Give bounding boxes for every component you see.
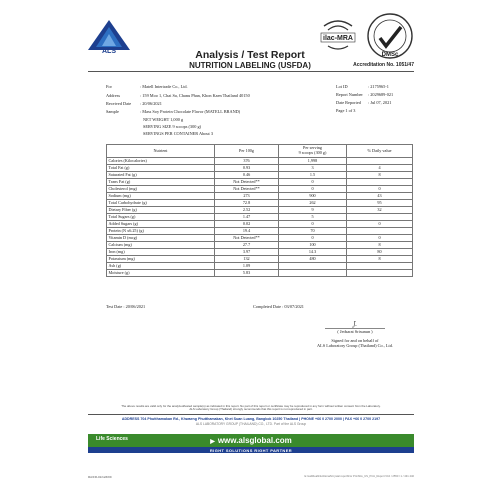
net-weight: NET WEIGHT 1,000 g xyxy=(143,117,184,122)
nutrient-name: Total Carbohydrate (g) xyxy=(107,200,215,207)
received-date-label: Received Date xyxy=(106,101,132,106)
lab-address: ADDRESS 704 Phutthamakan Rd., Khwaeng Phutthamakan, Khet Suan Luang, Bangkok 10250 Thailand | PHONE +66 0 2700 2000 | FAX +66 0 2700 2197 xyxy=(121,417,381,421)
per-100g-value: 2.52 xyxy=(215,207,279,214)
nutrient-name: Moisture (g) xyxy=(107,270,215,277)
per-serving-value: 9 xyxy=(279,207,347,214)
received-date-value: : 20/06/2021 xyxy=(140,101,162,106)
table-row xyxy=(107,228,413,235)
client-info xyxy=(106,84,326,144)
nutrient-name: Total Sugars (g) xyxy=(107,214,215,221)
daily-value: 32 xyxy=(347,207,413,214)
servings-per-container: SERVINGS PER CONTAINER About 3 xyxy=(143,131,213,136)
header-divider xyxy=(88,71,414,72)
daily-value xyxy=(347,228,413,235)
per-100g-value: 1.09 xyxy=(215,263,279,270)
per-serving-value xyxy=(279,270,347,277)
daily-value: 0 xyxy=(347,235,413,242)
date-reported-value: : Jul 07, 2021 xyxy=(368,100,392,105)
per-100g-value: 132 xyxy=(215,256,279,263)
daily-value xyxy=(347,179,413,186)
page-number: Page 1 of 3 xyxy=(336,108,356,113)
per-100g-value: 5.83 xyxy=(215,270,279,277)
tagline-band xyxy=(88,447,414,453)
nutrient-name: Vitamin D (mcg) xyxy=(107,235,215,242)
table-row xyxy=(107,221,413,228)
address-label: Address xyxy=(106,93,121,98)
daily-value xyxy=(347,214,413,221)
daily-value xyxy=(347,270,413,277)
per-100g-value: 19.4 xyxy=(215,228,279,235)
nutrient-name: Potassium (mg) xyxy=(107,256,215,263)
per-serving-value: 0 xyxy=(279,221,347,228)
per-serving-value: 1,998 xyxy=(279,158,347,165)
accreditation-number: Accreditation No. 1051/47 xyxy=(353,62,414,68)
table-row xyxy=(107,193,413,200)
report-subtitle: NUTRITION LABELING (USFDA) xyxy=(189,61,311,70)
nutrient-name: Protein (N x6.25) (g) xyxy=(107,228,215,235)
per-100g-value: 0.46 xyxy=(215,172,279,179)
per-100g-value: 3.97 xyxy=(215,249,279,256)
nutrient-name: Saturated Fat (g) xyxy=(107,172,215,179)
date-reported-label: Date Reported xyxy=(336,100,361,105)
daily-value: 0 xyxy=(347,186,413,193)
per-100g-value: 273 xyxy=(215,193,279,200)
per-100g-value: 0.02 xyxy=(215,221,279,228)
per-serving-value: 0 xyxy=(279,235,347,242)
per-100g-value: 27.7 xyxy=(215,242,279,249)
lab-name: ALS LABORATORY GROUP (THAILAND) CO., LTD. Part of the ALS Group xyxy=(195,422,307,426)
address-value: : 159 Moo 1, Chai Sa, Chanu Phan, Khon Kaen Thailand 40150 xyxy=(140,93,250,98)
completed-date: Completed Date : 03/07/2021 xyxy=(253,304,304,309)
nutrient-name: Calories (Kilocalories) xyxy=(107,158,215,165)
signature: J. xyxy=(353,321,357,328)
table-row xyxy=(107,158,413,165)
nutrient-name: Cholesterol (mg) xyxy=(107,186,215,193)
per-serving-value: 1.5 xyxy=(279,172,347,179)
daily-value: 4 xyxy=(347,165,413,172)
col-header-daily-value: % Daily value xyxy=(347,145,413,158)
per-serving-value: 70 xyxy=(279,228,347,235)
per-serving-value: 262 xyxy=(279,200,347,207)
nutrient-name: Total Fat (g) xyxy=(107,165,215,172)
nutrient-name: Iron (mg) xyxy=(107,249,215,256)
file-reference: E:\LabReal\Nutritional\Crystal report\For Print\Nu_US_Print_Report V10 / 2550 / 1 / 431 440 xyxy=(304,475,414,478)
daily-value: 8 xyxy=(347,172,413,179)
per-100g-value: 72.8 xyxy=(215,200,279,207)
nutrition-table xyxy=(106,144,413,277)
report-number-value: : 2029689-021 xyxy=(368,92,394,97)
per-100g-value: 0.93 xyxy=(215,165,279,172)
report-title: Analysis / Test Report xyxy=(195,49,305,61)
signer-line1: Signed for and on behalf of xyxy=(331,337,379,343)
table-row xyxy=(107,270,413,277)
signature-block xyxy=(300,322,410,349)
per-100g-value: Not Detected** xyxy=(215,186,279,193)
per-serving-value: 0 xyxy=(279,186,347,193)
signer-line2: ALS Laboratory Group (Thailand) Co., Ltd. xyxy=(317,343,393,349)
per-serving-value: 3 xyxy=(279,165,347,172)
per-100g-value: Not Detected** xyxy=(215,235,279,242)
nutrient-name: Sodium (mg) xyxy=(107,193,215,200)
table-row xyxy=(107,235,413,242)
footer-divider xyxy=(88,414,414,415)
form-code: RA/FR-01/12Z/09 xyxy=(88,475,112,479)
table-header-row xyxy=(107,145,413,158)
sample-label: Sample xyxy=(106,109,119,114)
arrow-right-icon: ▶ xyxy=(210,439,215,445)
table-row xyxy=(107,242,413,249)
nutrient-name: Added Sugars (g) xyxy=(107,221,215,228)
lot-id-value: : 2175965-1 xyxy=(368,84,389,89)
nutrition-table-body xyxy=(107,158,413,277)
per-serving-value: 480 xyxy=(279,256,347,263)
lot-id-label: Lot ID xyxy=(336,84,348,89)
nutrient-name: Ash (g) xyxy=(107,263,215,270)
table-row xyxy=(107,200,413,207)
per-serving-value xyxy=(279,263,347,270)
table-row xyxy=(107,214,413,221)
col-header-nutrient: Nutrient xyxy=(107,145,215,158)
col-header-per-serving: Per serving 9 scoops (300 g) xyxy=(279,145,347,158)
tagline: RIGHT SOLUTIONS RIGHT PARTNER xyxy=(209,447,293,453)
table-row xyxy=(107,179,413,186)
signer-name: ( Jedsarat Srisunun ) xyxy=(337,329,373,335)
life-sciences-label: Life Sciences xyxy=(96,436,128,442)
per-serving-value: 900 xyxy=(279,193,347,200)
table-row xyxy=(107,207,413,214)
per-serving-value: 100 xyxy=(279,242,347,249)
nutrient-name: Calcium (mg) xyxy=(107,242,215,249)
table-row xyxy=(107,186,413,193)
website-band xyxy=(88,434,414,447)
table-row xyxy=(107,256,413,263)
per-serving-value: 14.3 xyxy=(279,249,347,256)
report-number-label: Report Number xyxy=(336,92,363,97)
ilac-mra-label: ilac-MRA xyxy=(323,35,353,42)
test-date: Test Date : 20/06/2021 xyxy=(106,304,146,309)
als-logo-text: ALS xyxy=(102,48,116,55)
table-row xyxy=(107,249,413,256)
for-value: : Matell Intertrade Co., Ltd. xyxy=(140,84,188,89)
nutrient-name: Trans Fat (g) xyxy=(107,179,215,186)
per-100g-value: 376 xyxy=(215,158,279,165)
daily-value: 95 xyxy=(347,200,413,207)
per-100g-value: Not Detected** xyxy=(215,179,279,186)
per-serving-value: 5 xyxy=(279,214,347,221)
nutrient-name: Dietary Fiber (g) xyxy=(107,207,215,214)
serving-size: SERVING SIZE 9 scoops (300 g) xyxy=(143,124,202,129)
website-link[interactable]: www.alsglobal.com xyxy=(217,436,292,445)
table-row xyxy=(107,263,413,270)
report-info xyxy=(336,84,416,124)
als-logo-icon xyxy=(86,18,132,52)
daily-value: 80 xyxy=(347,249,413,256)
disclaimer: The above results are valid only for the analyzed/tested sample(s) as indicated in this report. No part of this report or certificate may be reproduced in any form without written consent from the Laboratory. ALS Laboratory Group (Thailand) strongly recommends that this report is not reproduced in part. xyxy=(121,404,381,412)
daily-value: 8 xyxy=(347,256,413,263)
per-100g-value: 1.47 xyxy=(215,214,279,221)
table-row xyxy=(107,172,413,179)
per-serving-value: 0 xyxy=(279,179,347,186)
daily-value xyxy=(347,263,413,270)
daily-value xyxy=(347,158,413,165)
daily-value: 0 xyxy=(347,221,413,228)
table-row xyxy=(107,165,413,172)
daily-value: 8 xyxy=(347,242,413,249)
daily-value: 43 xyxy=(347,193,413,200)
dmsc-label: DMSc xyxy=(381,52,399,58)
dmsc-seal-icon xyxy=(366,12,414,60)
for-label: For xyxy=(106,84,112,89)
sample-value: : Mass Soy Protein Chocolate Flavor (MATELL BRAND) xyxy=(140,109,241,114)
col-header-per-100g: Per 100g xyxy=(215,145,279,158)
